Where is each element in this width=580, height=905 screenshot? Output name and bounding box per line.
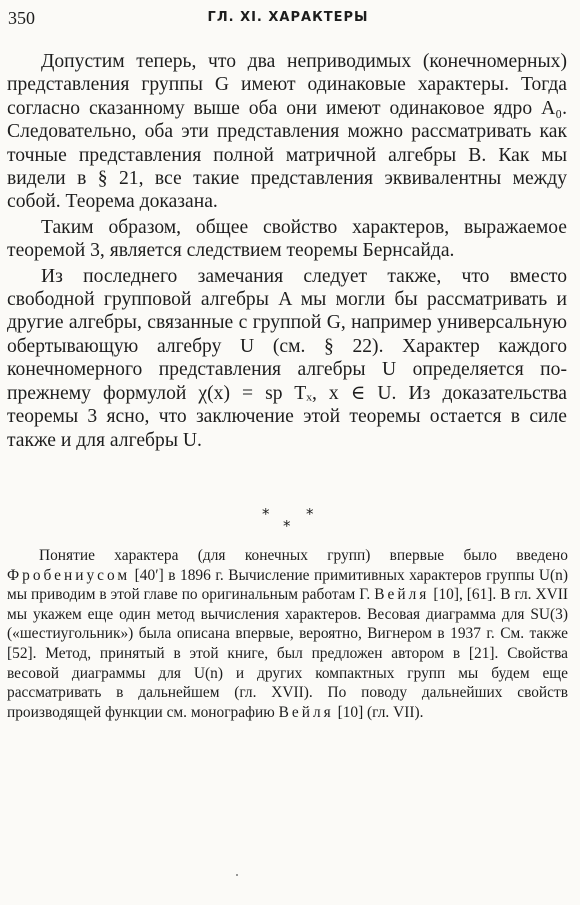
notes-text: [10], [61]. В гл. XVII мы укажем еще один метод вычисления характеров. Весовая диаграмма для SU(3) («шестиугольник») была описана впервые, вероятно, Вигнером в 1937 г. См. также [52]. Метод, принятый в этой книге, был предложен автором в [21]. Свойства весовой диаграммы для U(n) и других компактных групп мы будем еще рассматривать в дальнейшем (гл. XVII). По поводу дальнейших свойств производящей функции см. монографию (7, 586, 568, 721)
main-text (7, 50, 567, 452)
historical-notes (7, 546, 568, 722)
asterism-star: * (283, 517, 291, 535)
notes-text: [10] (гл. VII). (333, 703, 424, 721)
section-asterism (0, 505, 580, 535)
asterism-star: * (306, 505, 314, 523)
notes-text: [40′] в 1896 г. Вычисление примитивных характеров группы U(n) мы приводим в этой главе по оригинальным работам Г. (7, 566, 568, 604)
author-frobenius: Фробениусом (7, 566, 131, 584)
author-weyl: Вейля (278, 703, 334, 721)
paragraph-enveloping-algebra: Из последнего замечания следует также, что вместо свободной групповой алгебры A мы могли бы рассматривать и другие алгебры, связанные с группой G, например универсальную обертывающую алгебру U (см. § 22). Характер каждого конечномерного представления алгебры U определяется по-прежнему формулой χ(x) = sp Tₓ, x ∈ U. Из доказательства теоремы 3 ясно, что заключение этой теоремы остается в силе также и для алгебры U. (7, 265, 567, 451)
running-title: ГЛ. XI. ХАРАКТЕРЫ (207, 10, 369, 25)
page-number: 350 (8, 8, 35, 28)
notes-text: Понятие характера (для конечных групп) впервые было введено (39, 547, 568, 564)
author-weyl: Вейля (374, 586, 430, 604)
asterism-star: * (262, 505, 270, 523)
print-speck (236, 874, 238, 876)
page-header (8, 8, 568, 32)
paragraph-burnside: Таким образом, общее свойство характеров, выражаемое теоремой 3, является следствием теоремы Бернсайда. (7, 216, 567, 262)
notes-paragraph (7, 546, 568, 722)
paragraph-theorem-proof: Допустим теперь, что два неприводимых (конечномерных) представления группы G имеют одинаковые характеры. Тогда согласно сказанному выше оба они имеют одинаковое ядро A₀. Следовательно, оба эти представления можно рассматривать как точные представления полной матричной алгебры B. Как мы видели в § 21, все такие представления эквивалентны между собой. Теорема доказана. (7, 51, 567, 213)
